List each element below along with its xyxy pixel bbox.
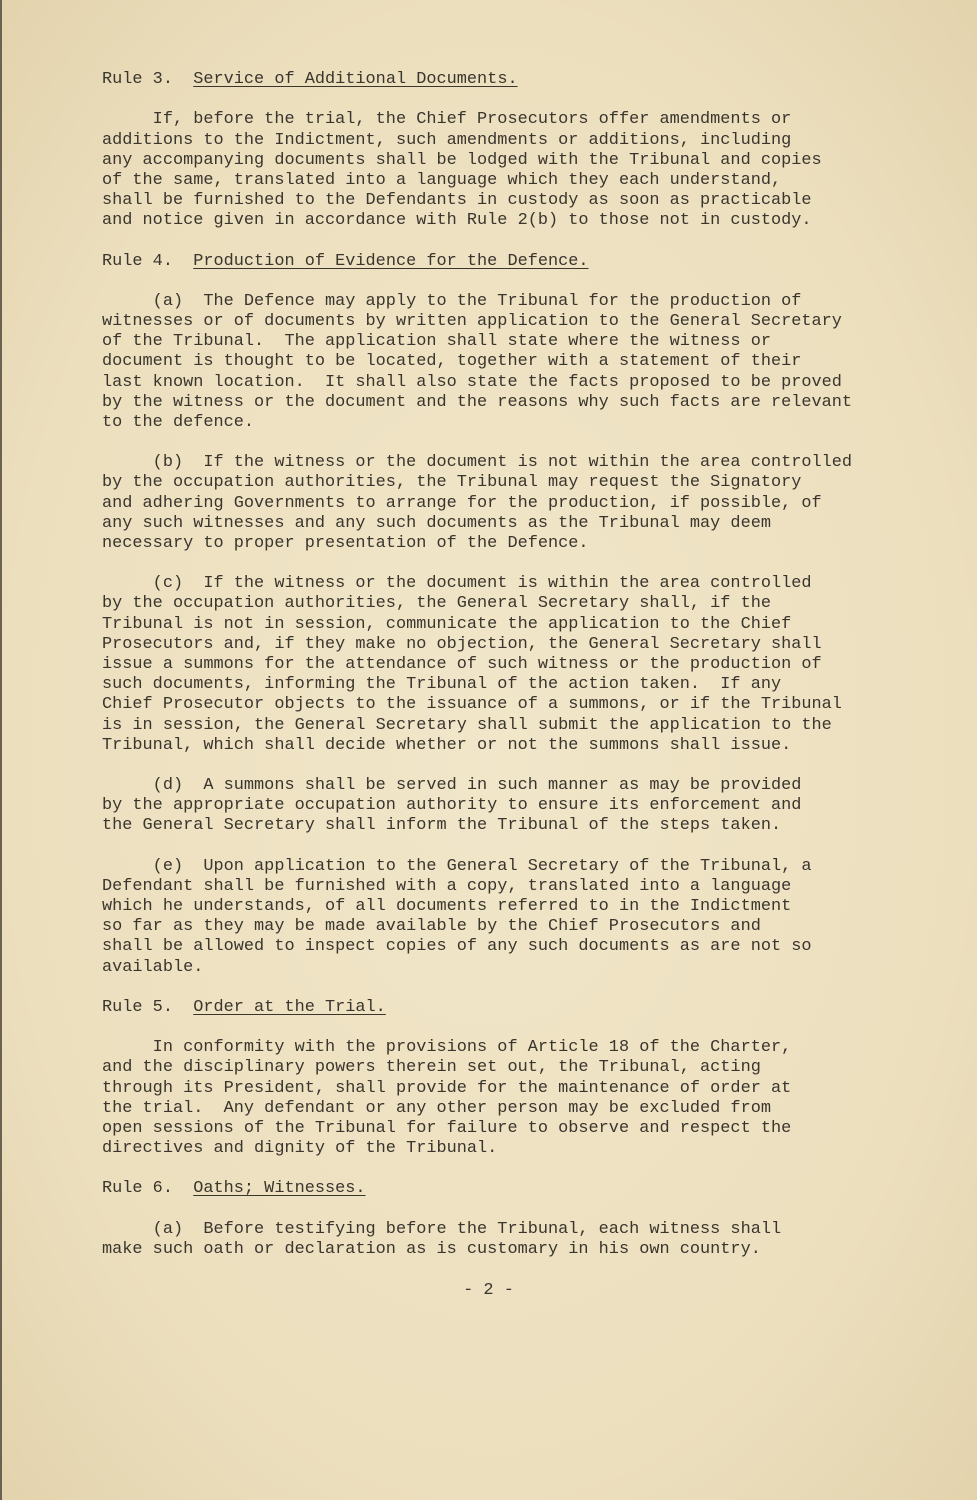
text-line: witnesses or of documents by written application to the General Secretary	[102, 312, 842, 332]
text-line: and adhering Governments to arrange for the production, if possible, of	[102, 493, 822, 513]
text-line: the trial. Any defendant or any other person may be excluded from	[102, 1098, 771, 1118]
paragraph	[102, 110, 852, 231]
paragraph	[102, 776, 852, 837]
paragraph	[102, 574, 852, 756]
text-line: necessary to proper presentation of the Defence.	[102, 533, 589, 553]
document-body	[102, 70, 852, 1280]
text-line: by the appropriate occupation authority to ensure its enforcement and	[102, 796, 802, 816]
text-line: any accompanying documents shall be lodged with the Tribunal and copies	[102, 150, 822, 170]
rule-heading	[102, 1179, 852, 1199]
text-line: shall be furnished to the Defendants in custody as soon as practicable	[102, 191, 812, 211]
text-line: of the Tribunal. The application shall state where the witness or	[102, 332, 771, 352]
rule-label: Rule 4.	[102, 251, 173, 271]
text-line: If, before the trial, the Chief Prosecutors offer amendments or	[102, 110, 792, 130]
text-line: which he understands, of all documents referred to in the Indictment	[102, 897, 792, 917]
text-line: issue a summons for the attendance of such witness or the production of	[102, 654, 822, 674]
text-line: to the defence.	[102, 412, 255, 432]
text-line: directives and dignity of the Tribunal.	[102, 1139, 498, 1159]
text-line: of the same, translated into a language which they each understand,	[102, 170, 782, 190]
rule-heading	[102, 70, 852, 90]
text-line: (a) Before testifying before the Tribunal, each witness shall	[102, 1219, 782, 1239]
paragraph	[102, 1038, 852, 1159]
text-line: Tribunal is not in session, communicate the application to the Chief	[102, 614, 792, 634]
rule-heading	[102, 998, 852, 1018]
paragraph	[102, 857, 852, 978]
text-line: last known location. It shall also state the facts proposed to be proved	[102, 372, 842, 392]
text-line: shall be allowed to inspect copies of any such documents as are not so	[102, 937, 812, 957]
text-line: additions to the Indictment, such amendments or additions, including	[102, 130, 792, 150]
text-line: Prosecutors and, if they make no objection, the General Secretary shall	[102, 634, 822, 654]
text-line: the General Secretary shall inform the Tribunal of the steps taken.	[102, 816, 782, 836]
text-line: through its President, shall provide for the maintenance of order at	[102, 1078, 792, 1098]
text-line: (d) A summons shall be served in such manner as may be provided	[102, 776, 802, 796]
text-line: document is thought to be located, together with a statement of their	[102, 352, 802, 372]
page-number: - 2 -	[463, 1281, 514, 1300]
rule-title: Production of Evidence for the Defence.	[193, 251, 589, 271]
text-line: available.	[102, 957, 204, 977]
text-line: Chief Prosecutor objects to the issuance of a summons, or if the Tribunal	[102, 695, 842, 715]
text-line: (b) If the witness or the document is not within the area controlled	[102, 453, 853, 473]
text-line: (e) Upon application to the General Secretary of the Tribunal, a	[102, 856, 812, 876]
rule-title: Service of Additional Documents.	[193, 70, 518, 89]
text-line: by the witness or the document and the reasons why such facts are relevant	[102, 392, 853, 412]
text-line: (a) The Defence may apply to the Tribunal for the production of	[102, 291, 802, 311]
paragraph	[102, 1220, 852, 1260]
text-line: Defendant shall be furnished with a copy, translated into a language	[102, 876, 792, 896]
rule-label: Rule 6.	[102, 1179, 173, 1199]
rule-title: Oaths; Witnesses.	[193, 1179, 366, 1199]
text-line: (c) If the witness or the document is within the area controlled	[102, 574, 812, 594]
text-line: any such witnesses and any such documents as the Tribunal may deem	[102, 513, 771, 533]
rule-label: Rule 5.	[102, 997, 173, 1017]
paragraph	[102, 292, 852, 433]
rule-heading	[102, 252, 852, 272]
text-line: such documents, informing the Tribunal of the action taken. If any	[102, 675, 782, 695]
rule-title: Order at the Trial.	[193, 997, 386, 1017]
text-line: open sessions of the Tribunal for failure to observe and respect the	[102, 1118, 792, 1138]
text-line: and notice given in accordance with Rule 2(b) to those not in custody.	[102, 211, 812, 231]
paragraph	[102, 453, 852, 554]
text-line: is in session, the General Secretary shall submit the application to the	[102, 715, 832, 735]
text-line: by the occupation authorities, the General Secretary shall, if the	[102, 594, 771, 614]
text-line: and the disciplinary powers therein set out, the Tribunal, acting	[102, 1058, 761, 1078]
rule-label: Rule 3.	[102, 70, 173, 89]
text-line: make such oath or declaration as is customary in his own country.	[102, 1239, 761, 1259]
text-line: so far as they may be made available by the Chief Prosecutors and	[102, 917, 761, 937]
text-line: by the occupation authorities, the Tribunal may request the Signatory	[102, 473, 802, 493]
text-line: Tribunal, which shall decide whether or not the summons shall issue.	[102, 735, 792, 755]
page-edge	[0, 0, 2, 1500]
text-line: In conformity with the provisions of Article 18 of the Charter,	[102, 1038, 792, 1058]
